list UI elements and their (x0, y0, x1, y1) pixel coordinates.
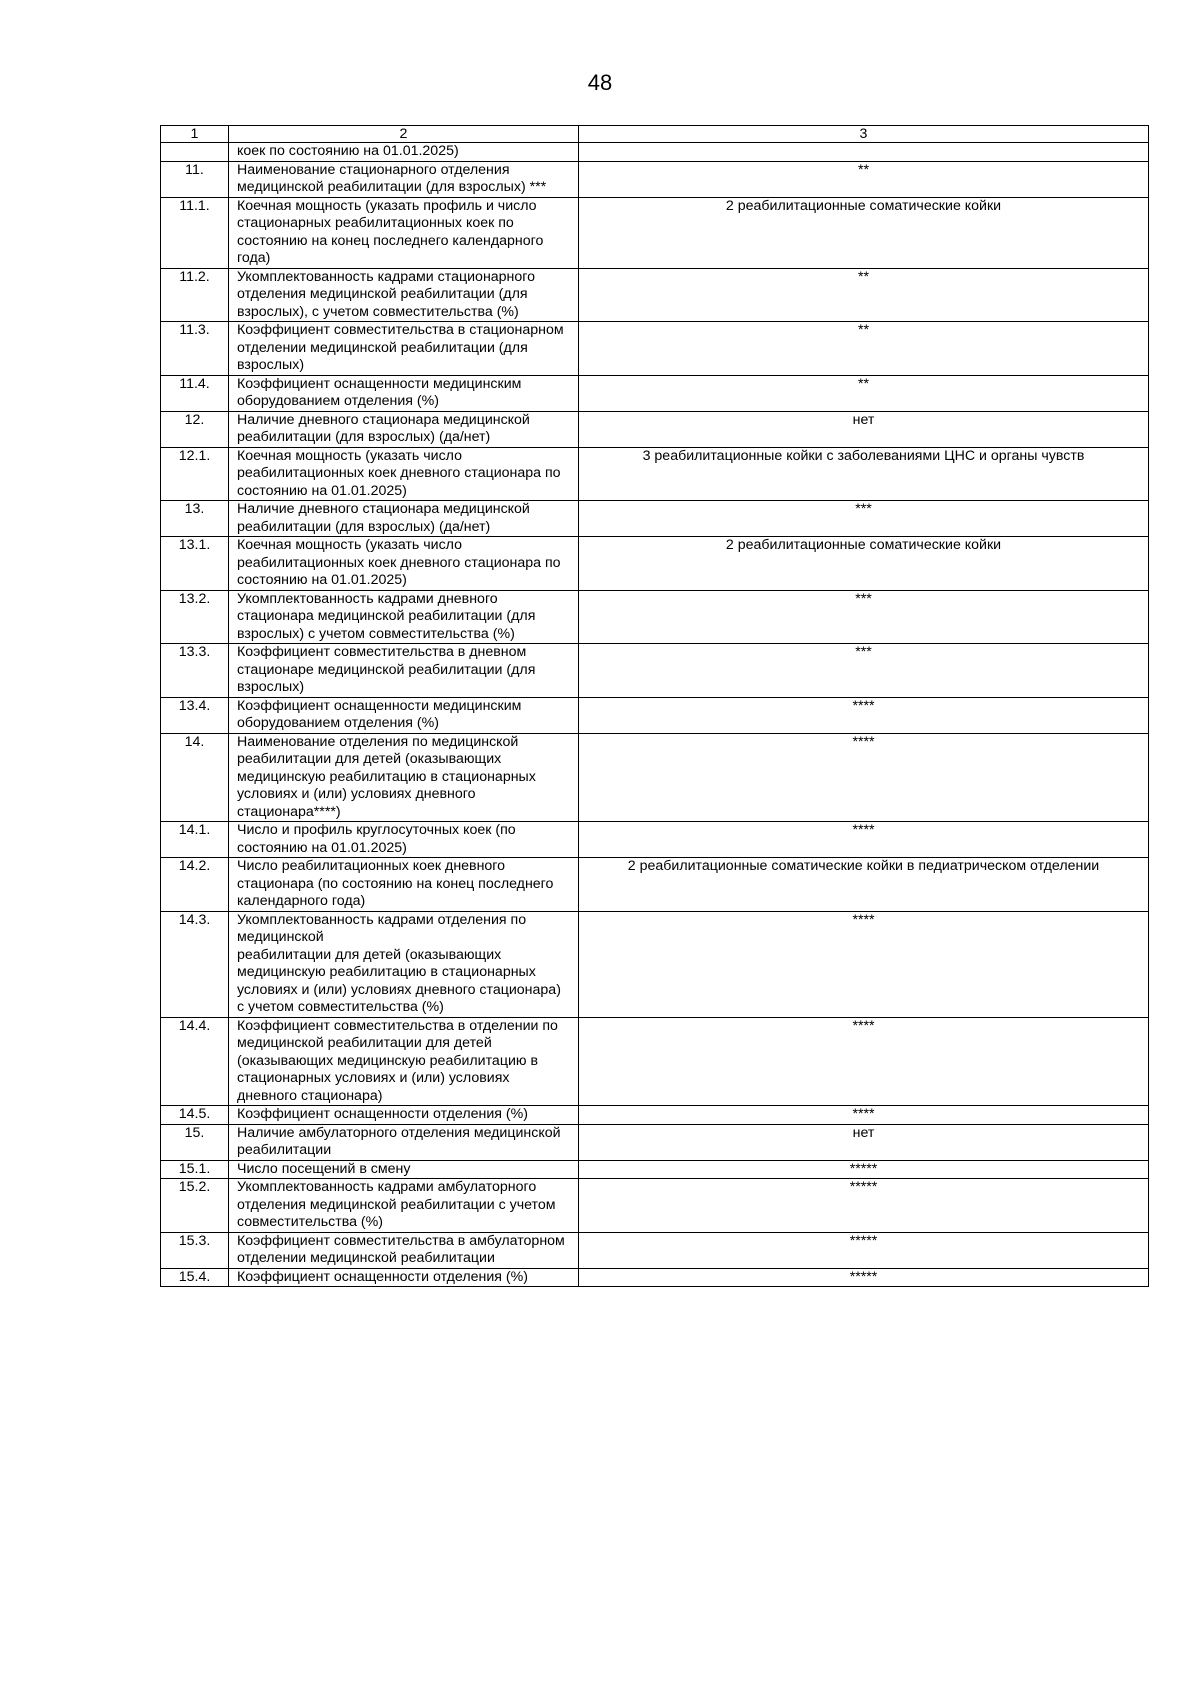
row-value: *** (579, 590, 1149, 644)
table-row (161, 644, 1149, 698)
table-row (161, 268, 1149, 322)
row-description: Коэффициент совместительства в дневном стационаре медицинской реабилитации (для взрослых) (229, 644, 579, 698)
row-value: **** (579, 1017, 1149, 1106)
row-number (161, 143, 229, 162)
row-number: 15. (161, 1124, 229, 1160)
table-row (161, 322, 1149, 376)
table-row (161, 197, 1149, 268)
row-description: Коэффициент оснащенности отделения (%) (229, 1268, 579, 1287)
row-description: Коечная мощность (указать число реабилитационных коек дневного стационара по состоянию на 01.01.2025) (229, 537, 579, 591)
row-number: 11.2. (161, 268, 229, 322)
table-row (161, 822, 1149, 858)
table-row (161, 858, 1149, 912)
row-description: Наличие дневного стационара медицинской реабилитации (для взрослых) (да/нет) (229, 411, 579, 447)
row-number: 12. (161, 411, 229, 447)
row-number: 14.4. (161, 1017, 229, 1106)
row-number: 14.2. (161, 858, 229, 912)
table-row (161, 733, 1149, 822)
row-number: 13.2. (161, 590, 229, 644)
row-description: Укомплектованность кадрами дневного стационара медицинской реабилитации (для взрослых) с учетом совместительства (%) (229, 590, 579, 644)
row-value: нет (579, 411, 1149, 447)
row-description: Число реабилитационных коек дневного стационара (по состоянию на конец последнего календарного года) (229, 858, 579, 912)
row-value: *** (579, 644, 1149, 698)
row-value: **** (579, 733, 1149, 822)
row-number: 15.3. (161, 1232, 229, 1268)
row-description: Наименование стационарного отделения медицинской реабилитации (для взрослых) *** (229, 161, 579, 197)
table-row (161, 911, 1149, 1017)
row-value: 3 реабилитационные койки с заболеваниями ЦНС и органы чувств (579, 447, 1149, 501)
row-value: ***** (579, 1179, 1149, 1233)
row-value: **** (579, 697, 1149, 733)
row-description: Наличие амбулаторного отделения медицинской реабилитации (229, 1124, 579, 1160)
row-description: Укомплектованность кадрами отделения по медицинской реабилитации для детей (оказывающих медицинскую реабилитацию в стационарных условиях и (или) условиях дневного стационара) с учетом совместительства (%) (229, 911, 579, 1017)
row-value: ** (579, 268, 1149, 322)
row-value: ** (579, 161, 1149, 197)
row-description: Коэффициент совместительства в амбулаторном отделении медицинской реабилитации (229, 1232, 579, 1268)
row-number: 11. (161, 161, 229, 197)
row-number: 13.4. (161, 697, 229, 733)
row-number: 14.1. (161, 822, 229, 858)
row-value: **** (579, 822, 1149, 858)
row-number: 15.4. (161, 1268, 229, 1287)
table-row (161, 447, 1149, 501)
row-value: ***** (579, 1160, 1149, 1179)
row-description: Коэффициент оснащенности медицинским оборудованием отделения (%) (229, 375, 579, 411)
row-value: 2 реабилитационные соматические койки (579, 537, 1149, 591)
table-row (161, 1160, 1149, 1179)
row-number: 11.4. (161, 375, 229, 411)
row-number: 13. (161, 501, 229, 537)
row-value (579, 143, 1149, 162)
table-header-row (161, 126, 1149, 143)
row-value: 2 реабилитационные соматические койки (579, 197, 1149, 268)
table-row (161, 590, 1149, 644)
row-number: 13.3. (161, 644, 229, 698)
table-row (161, 1268, 1149, 1287)
table-row (161, 1124, 1149, 1160)
row-number: 14. (161, 733, 229, 822)
table-row (161, 1017, 1149, 1106)
row-description: Коечная мощность (указать профиль и число стационарных реабилитационных коек по состоянию на конец последнего календарного года) (229, 197, 579, 268)
data-table (160, 125, 1149, 1287)
row-description: Число и профиль круглосуточных коек (по состоянию на 01.01.2025) (229, 822, 579, 858)
row-value: **** (579, 1106, 1149, 1125)
row-description: Коэффициент совместительства в отделении по медицинской реабилитации для детей (оказывающих медицинскую реабилитацию в стационарных условиях и (или) условиях дневного стационара) (229, 1017, 579, 1106)
row-number: 15.2. (161, 1179, 229, 1233)
page-number: 48 (587, 70, 613, 95)
row-description: Укомплектованность кадрами амбулаторного отделения медицинской реабилитации с учетом совместительства (%) (229, 1179, 579, 1233)
row-description: Коэффициент совместительства в стационарном отделении медицинской реабилитации (для взрослых) (229, 322, 579, 376)
row-description: Наименование отделения по медицинской реабилитации для детей (оказывающих медицинскую реабилитацию в стационарных условиях и (или) условиях дневного стационара****) (229, 733, 579, 822)
table-row (161, 697, 1149, 733)
header-col-1: 1 (161, 126, 229, 143)
row-number: 14.5. (161, 1106, 229, 1125)
row-value: 2 реабилитационные соматические койки в педиатрическом отделении (579, 858, 1149, 912)
row-description: Число посещений в смену (229, 1160, 579, 1179)
table-row (161, 501, 1149, 537)
row-value: ***** (579, 1268, 1149, 1287)
row-value: ** (579, 375, 1149, 411)
row-number: 13.1. (161, 537, 229, 591)
table-row (161, 375, 1149, 411)
row-number: 12.1. (161, 447, 229, 501)
row-value: **** (579, 911, 1149, 1017)
row-number: 15.1. (161, 1160, 229, 1179)
table-row (161, 537, 1149, 591)
header-col-2: 2 (229, 126, 579, 143)
row-value: нет (579, 1124, 1149, 1160)
table-row (161, 1232, 1149, 1268)
table-row (161, 1106, 1149, 1125)
row-value: *** (579, 501, 1149, 537)
row-description: коек по состоянию на 01.01.2025) (229, 143, 579, 162)
table-row (161, 1179, 1149, 1233)
header-col-3: 3 (579, 126, 1149, 143)
row-number: 11.3. (161, 322, 229, 376)
row-number: 14.3. (161, 911, 229, 1017)
row-description: Коечная мощность (указать число реабилитационных коек дневного стационара по состоянию на 01.01.2025) (229, 447, 579, 501)
table-row (161, 143, 1149, 162)
row-description: Коэффициент оснащенности медицинским оборудованием отделения (%) (229, 697, 579, 733)
row-description: Наличие дневного стационара медицинской реабилитации (для взрослых) (да/нет) (229, 501, 579, 537)
row-value: ***** (579, 1232, 1149, 1268)
row-value: ** (579, 322, 1149, 376)
row-number: 11.1. (161, 197, 229, 268)
row-description: Укомплектованность кадрами стационарного отделения медицинской реабилитации (для взрослых), с учетом совместительства (%) (229, 268, 579, 322)
table-row (161, 411, 1149, 447)
table-row (161, 161, 1149, 197)
row-description: Коэффициент оснащенности отделения (%) (229, 1106, 579, 1125)
